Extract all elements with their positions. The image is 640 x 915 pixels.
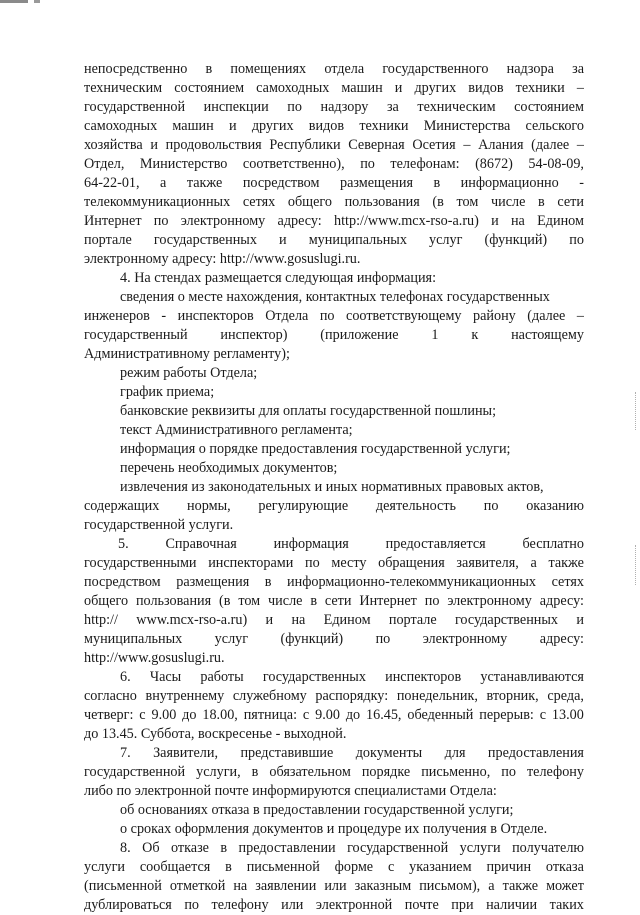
text-line xyxy=(84,212,584,231)
word: за xyxy=(572,61,584,77)
word: отказа xyxy=(545,859,584,875)
word: том xyxy=(456,194,479,210)
word: посредством xyxy=(84,574,161,590)
word: адресу: xyxy=(539,593,584,609)
word: до xyxy=(345,707,361,723)
word: нормы, xyxy=(187,498,231,514)
word: 9.00 xyxy=(315,707,340,723)
word: и xyxy=(491,213,499,229)
text-line xyxy=(84,896,584,915)
word: месту xyxy=(331,555,367,571)
word: в xyxy=(225,859,232,875)
scan-edge-dots xyxy=(634,545,636,585)
text-line xyxy=(84,877,584,896)
text-line: текст Административного регламента; xyxy=(120,422,353,438)
word: государственный xyxy=(84,327,188,343)
text-line: о сроках оформления документов и процедуре их получения в Отделе. xyxy=(120,821,548,837)
word: размещения xyxy=(339,175,413,191)
word: документы xyxy=(355,745,423,761)
word: - xyxy=(579,175,584,191)
word: непосредственно xyxy=(84,61,188,77)
word: http://www.mcx-rso-a.ru) xyxy=(334,213,479,229)
word: государственными xyxy=(84,555,197,571)
word: - xyxy=(161,308,167,324)
word: инспекторов xyxy=(177,308,254,324)
word: муниципальных xyxy=(308,232,407,248)
word: сетях xyxy=(551,574,584,590)
word: (далее xyxy=(527,308,566,324)
word: на xyxy=(510,213,525,229)
word: продовольствия xyxy=(165,137,262,153)
word: видов xyxy=(468,80,504,96)
text-line xyxy=(84,535,584,554)
word: Алания xyxy=(478,137,524,153)
text-line: до 13.45. Суббота, воскресенье - выходной. xyxy=(84,726,347,742)
word: надзору xyxy=(320,99,369,115)
word: государственной xyxy=(347,840,449,856)
word: отказе xyxy=(170,840,209,856)
word: четверг: xyxy=(84,707,134,723)
word: в xyxy=(205,61,213,77)
word: получателю xyxy=(512,840,584,856)
word: услуг xyxy=(429,232,463,248)
word: дублироваться xyxy=(84,897,172,913)
word: Заявители, xyxy=(153,745,219,761)
text-line xyxy=(84,98,584,117)
text-line: http://www.gosuslugi.ru. xyxy=(84,650,225,666)
word: по xyxy=(375,631,391,647)
word: письменной xyxy=(246,859,320,875)
word: содержащих xyxy=(84,498,160,514)
word: отметкой xyxy=(169,878,226,894)
word: за xyxy=(386,99,399,115)
word: работы xyxy=(200,669,244,685)
word: 5. xyxy=(118,536,129,552)
text-line: режим работы Отдела; xyxy=(120,365,258,381)
word: портале xyxy=(84,232,132,248)
document-body xyxy=(84,60,584,915)
word: телефону xyxy=(526,764,584,780)
word: техники xyxy=(515,80,565,96)
word: телефону xyxy=(211,897,269,913)
word: Отдела xyxy=(265,308,309,324)
text-line xyxy=(84,117,584,136)
word: Министерство xyxy=(139,156,228,172)
text-line xyxy=(84,136,584,155)
word: согласно xyxy=(84,688,137,704)
word: при xyxy=(451,897,474,913)
word: и xyxy=(150,137,158,153)
word: надзора xyxy=(506,61,554,77)
word: соответствующему xyxy=(346,308,462,324)
word: причин xyxy=(486,859,532,875)
word: и xyxy=(265,612,274,628)
word: 8. xyxy=(120,840,131,856)
text-line xyxy=(84,155,584,174)
word: пользования xyxy=(344,194,420,210)
word: электронной xyxy=(315,897,393,913)
word: 6. xyxy=(120,669,131,685)
word: письмом), xyxy=(419,878,481,894)
word: также xyxy=(548,555,584,571)
word: – xyxy=(576,308,584,324)
word: состоянием xyxy=(174,80,245,96)
word: состоянием xyxy=(514,99,584,115)
word: также xyxy=(186,175,223,191)
text-line xyxy=(84,839,584,858)
text-line: Административному регламенту); xyxy=(84,346,290,362)
word: в xyxy=(220,840,228,856)
scan-edge-mark xyxy=(0,0,28,3)
word: к xyxy=(471,327,479,343)
word: – xyxy=(576,80,584,96)
word: бесплатно xyxy=(522,536,584,552)
word: 18.00, xyxy=(202,707,238,723)
word: инженеров xyxy=(84,308,150,324)
word: среда, xyxy=(547,688,584,704)
word: письменно, xyxy=(421,764,491,780)
word: по xyxy=(424,593,440,609)
word: по xyxy=(569,232,584,248)
text-line xyxy=(84,706,584,725)
word: государственной xyxy=(84,99,186,115)
word: таких xyxy=(549,897,584,913)
word: предоставления xyxy=(487,745,584,761)
word: и xyxy=(576,612,584,628)
text-line xyxy=(84,611,584,630)
word: сети xyxy=(324,593,352,609)
word: инспекции xyxy=(203,99,269,115)
word: самоходных xyxy=(256,80,330,96)
word: наличии xyxy=(486,897,538,913)
word: сети xyxy=(557,194,584,210)
word: 54-08-09, xyxy=(528,156,584,172)
word: (далее xyxy=(531,137,570,153)
word: по xyxy=(483,498,499,514)
text-line xyxy=(84,326,584,345)
word: государственной xyxy=(84,764,186,780)
word: также xyxy=(502,878,539,894)
word: а xyxy=(530,555,537,571)
word: посредством xyxy=(242,175,320,191)
text-line xyxy=(84,554,584,573)
word: (8672) xyxy=(475,156,513,172)
word: общего xyxy=(84,593,129,609)
text-line: 4. На стендах размещается следующая информация: xyxy=(120,270,437,286)
text-line: либо по электронной почте информируются специалистами Отдела: xyxy=(84,783,497,799)
word: числе xyxy=(490,194,526,210)
text-line: электронному адресу: http://www.gosuslugi.ru. xyxy=(84,251,361,267)
text-line xyxy=(84,231,584,250)
word: для xyxy=(444,745,466,761)
text-line: перечень необходимых документов; xyxy=(120,460,338,476)
word: техническим xyxy=(84,80,163,96)
word: техническим xyxy=(417,99,496,115)
text-line: банковские реквизиты для оплаты государственной пошлины; xyxy=(120,403,497,419)
word: помещениях xyxy=(230,61,307,77)
word: Интернет xyxy=(359,593,417,609)
word: видов xyxy=(308,118,345,134)
text-line: сведения о месте нахождения, контактных телефонах государственных xyxy=(120,289,550,305)
word: в xyxy=(538,194,545,210)
text-line: извлечения из законодательных и иных нормативных правовых актов, xyxy=(120,479,544,495)
text-line xyxy=(84,497,584,516)
word: размещения xyxy=(176,574,250,590)
word: (в xyxy=(219,593,231,609)
word: телефонам: xyxy=(390,156,460,172)
word: услуги xyxy=(459,840,501,856)
word: или xyxy=(281,897,304,913)
word: информация xyxy=(273,536,349,552)
word: государственных xyxy=(262,669,366,685)
word: с xyxy=(387,859,395,875)
word: в xyxy=(264,574,272,590)
word: Отдел, xyxy=(84,156,125,172)
text-line xyxy=(84,592,584,611)
word: (приложение xyxy=(320,327,399,343)
word: самоходных xyxy=(84,118,158,134)
text-line xyxy=(84,193,584,212)
word: служебному xyxy=(232,688,307,704)
word: предоставляется xyxy=(385,536,486,552)
word: и xyxy=(394,80,403,96)
word: форме xyxy=(334,859,374,875)
word: заявлении xyxy=(255,878,317,894)
text-line xyxy=(84,763,584,782)
word: (письменной xyxy=(84,878,162,894)
word: Республики xyxy=(269,137,341,153)
word: предоставлении xyxy=(238,840,336,856)
word: может xyxy=(546,878,584,894)
word: соответственно), xyxy=(242,156,345,172)
word: по xyxy=(319,308,335,324)
text-line xyxy=(84,744,584,763)
word: в xyxy=(251,764,259,780)
word: Едином xyxy=(537,213,584,229)
word: числе xyxy=(268,593,303,609)
word: 13.00 xyxy=(551,707,584,723)
word: муниципальных xyxy=(84,631,183,647)
text-line xyxy=(84,60,584,79)
text-line: информация о порядке предоставления государственной услуги; xyxy=(120,441,511,457)
word: внутреннему xyxy=(145,688,225,704)
text-line: государственной услуги. xyxy=(84,517,234,533)
word: сетях xyxy=(242,194,276,210)
word: электронному xyxy=(447,593,532,609)
word: Министерства xyxy=(423,118,511,134)
word: других xyxy=(414,80,457,96)
word: на xyxy=(233,878,248,894)
word: порядке xyxy=(361,764,411,780)
word: Северная xyxy=(348,137,405,153)
word: на xyxy=(291,612,306,628)
word: Осетия xyxy=(412,137,456,153)
text-line xyxy=(84,174,584,193)
word: сообщается xyxy=(139,859,211,875)
word: Об xyxy=(142,840,160,856)
word: 7. xyxy=(120,745,131,761)
word: том xyxy=(238,593,261,609)
word: отдела xyxy=(324,61,365,77)
word: хозяйства xyxy=(84,137,143,153)
word: по xyxy=(305,555,320,571)
word: до xyxy=(182,707,197,723)
word: Справочная xyxy=(165,536,237,552)
word: регулирующие xyxy=(258,498,349,514)
scan-edge-mark xyxy=(34,0,40,3)
word: портале xyxy=(388,612,437,628)
word: (функций) xyxy=(280,631,344,647)
word: указанием xyxy=(409,859,472,875)
word: настоящему xyxy=(511,327,584,343)
text-line xyxy=(84,79,584,98)
word: перерыв: xyxy=(479,707,534,723)
word: в xyxy=(310,593,318,609)
word: по xyxy=(153,213,169,229)
word: государственных xyxy=(153,232,257,248)
word: (в xyxy=(432,194,444,210)
word: http:// xyxy=(84,612,118,628)
text-line xyxy=(84,630,584,649)
word: с xyxy=(139,707,146,723)
word: по xyxy=(287,99,302,115)
word: 64-22-01, xyxy=(84,175,140,191)
word: оказанию xyxy=(526,498,584,514)
word: Едином xyxy=(323,612,371,628)
word: сельского xyxy=(525,118,584,134)
word: представившие xyxy=(240,745,334,761)
word: инспекторами xyxy=(208,555,294,571)
word: государственного xyxy=(382,61,489,77)
word: услуги xyxy=(84,859,125,875)
word: адресу: xyxy=(539,631,584,647)
word: или xyxy=(324,878,347,894)
word: деятельность xyxy=(375,498,457,514)
word: почте xyxy=(404,897,439,913)
text-line xyxy=(84,687,584,706)
word: информационно xyxy=(460,175,559,191)
word: с xyxy=(539,707,547,723)
word: по xyxy=(501,764,516,780)
word: 1 xyxy=(431,327,439,343)
word: информационно-телекоммуникационных xyxy=(287,574,537,590)
word: электронному xyxy=(180,213,266,229)
word: понедельник, xyxy=(396,688,478,704)
word: и xyxy=(228,118,237,134)
word: – xyxy=(463,137,471,153)
word: 9.00 xyxy=(151,707,177,723)
word: общего xyxy=(287,194,332,210)
word: району xyxy=(473,308,516,324)
word: 16.45, xyxy=(366,707,402,723)
word: машин xyxy=(172,118,214,134)
text-line: об основаниях отказа в предоставлении государственной услуги; xyxy=(120,802,514,818)
text-line xyxy=(84,573,584,592)
word: адресу: xyxy=(277,213,322,229)
word: инспектор) xyxy=(220,327,288,343)
word: телекоммуникационных xyxy=(84,194,231,210)
word: государственных xyxy=(454,612,559,628)
word: – xyxy=(576,137,584,153)
text-line xyxy=(84,668,584,687)
word: устанавливаются xyxy=(480,669,584,685)
word: услуг xyxy=(214,631,249,647)
word: Часы xyxy=(149,669,182,685)
text-line xyxy=(84,307,584,326)
word: (функций) xyxy=(484,232,548,248)
word: по xyxy=(360,156,375,172)
word: обязательном xyxy=(269,764,351,780)
word: услуги, xyxy=(196,764,241,780)
word: в xyxy=(433,175,441,191)
word: электронному xyxy=(422,631,508,647)
word: заявителя, xyxy=(456,555,519,571)
word: по xyxy=(184,897,200,913)
word: а xyxy=(488,878,495,894)
word: заказным xyxy=(354,878,412,894)
word: www.mcx-rso-a.ru) xyxy=(136,612,248,628)
word: а xyxy=(160,175,167,191)
word: других xyxy=(251,118,294,134)
word: пятница: xyxy=(243,707,298,723)
word: с xyxy=(302,707,310,723)
text-line: график приема; xyxy=(120,384,215,400)
word: пользования xyxy=(135,593,212,609)
word: Интернет xyxy=(84,213,142,229)
word: распорядку: xyxy=(315,688,389,704)
word: вторник, xyxy=(486,688,539,704)
word: инспекторов xyxy=(385,669,462,685)
scan-edge-dots xyxy=(634,392,636,430)
word: техники xyxy=(359,118,409,134)
word: обращения xyxy=(378,555,445,571)
word: и xyxy=(279,232,287,248)
word: обеденный xyxy=(407,707,474,723)
text-line xyxy=(84,858,584,877)
word: машин xyxy=(341,80,383,96)
